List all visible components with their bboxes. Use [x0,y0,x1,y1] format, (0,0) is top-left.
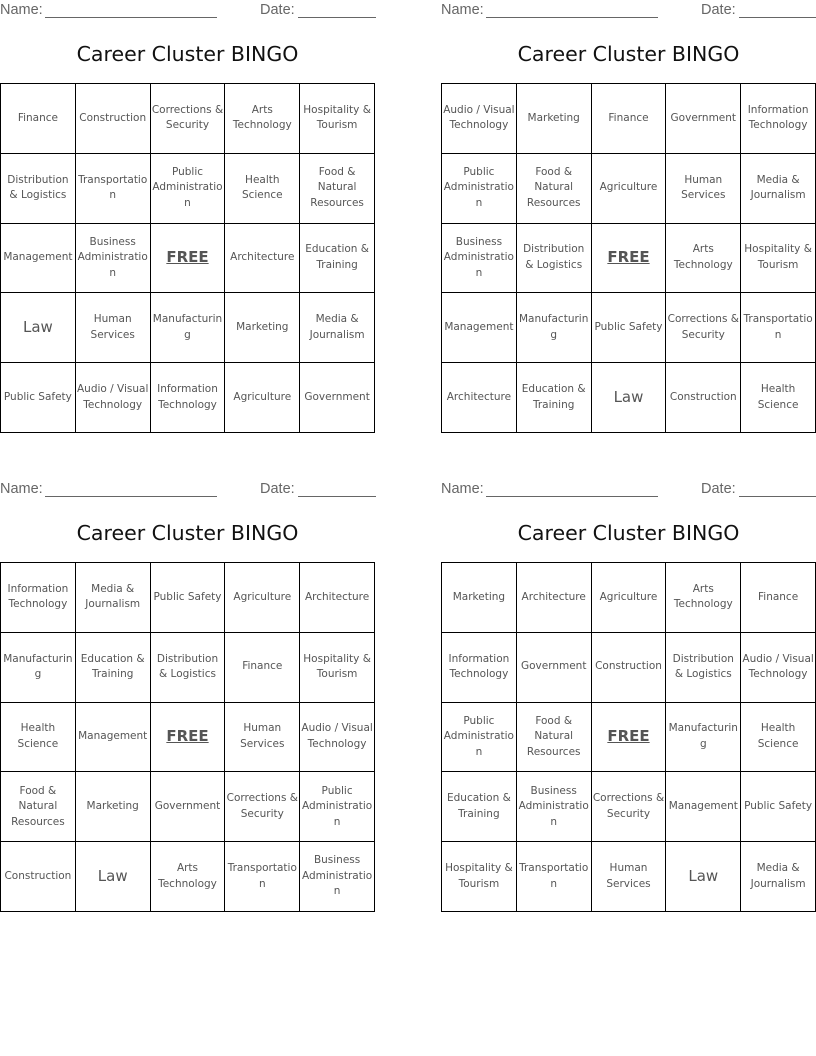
card-title: Career Cluster BINGO [517,521,740,545]
date-label: Date: [701,2,736,18]
bingo-cell: Information Technology [151,363,226,433]
bingo-cell: Management [76,703,151,773]
bingo-cell: Manufacturing [666,703,741,773]
bingo-cell: Information Technology [1,563,76,633]
bingo-cell: Food & Natural Resources [300,154,375,224]
bingo-cell: Food & Natural Resources [1,772,76,842]
bingo-cell: Education & Training [517,363,592,433]
bingo-cell: Public Administration [300,772,375,842]
bingo-cell: Finance [225,633,300,703]
name-blank-line [45,17,217,18]
bingo-grid [441,562,816,912]
bingo-cell: Food & Natural Resources [517,703,592,773]
bingo-cell: Construction [592,633,667,703]
date-blank-line [739,496,816,497]
date-label: Date: [260,2,295,18]
bingo-cell: Food & Natural Resources [517,154,592,224]
bingo-cell: Law [592,363,667,433]
free-space-cell: FREE [592,703,667,773]
bingo-cell: Media & Journalism [300,293,375,363]
bingo-cell: Architecture [442,363,517,433]
bingo-cell: Transportation [76,154,151,224]
bingo-cell: Public Administration [442,154,517,224]
bingo-cell: Agriculture [592,154,667,224]
bingo-cell: Government [300,363,375,433]
date-blank-line [739,17,816,18]
bingo-cell: Media & Journalism [741,154,816,224]
bingo-cell: Public Safety [1,363,76,433]
date-blank-line [298,496,376,497]
bingo-cell: Marketing [76,772,151,842]
bingo-cell: Distribution & Logistics [1,154,76,224]
bingo-cell: Public Safety [592,293,667,363]
bingo-cell: Architecture [517,563,592,633]
bingo-cell: Public Safety [741,772,816,842]
bingo-cell: Agriculture [225,363,300,433]
bingo-cell: Architecture [300,563,375,633]
bingo-cell: Distribution & Logistics [517,224,592,294]
bingo-cell: Construction [1,842,76,912]
name-blank-line [486,17,658,18]
date-label: Date: [260,481,295,497]
bingo-cell: Audio / Visual Technology [442,84,517,154]
bingo-cell: Law [1,293,76,363]
bingo-cell: Finance [592,84,667,154]
bingo-cell: Education & Training [300,224,375,294]
bingo-cell: Business Administration [442,224,517,294]
free-space-cell: FREE [151,703,226,773]
bingo-cell: Management [442,293,517,363]
bingo-cell: Arts Technology [151,842,226,912]
bingo-cell: Management [1,224,76,294]
bingo-cell: Finance [741,563,816,633]
bingo-cell: Manufacturing [151,293,226,363]
bingo-cell: Law [666,842,741,912]
name-blank-line [486,496,658,497]
bingo-grid [441,83,816,433]
bingo-cell: Education & Training [442,772,517,842]
bingo-cell: Corrections & Security [225,772,300,842]
bingo-cell: Media & Journalism [76,563,151,633]
bingo-cell: Business Administration [517,772,592,842]
bingo-cell: Manufacturing [1,633,76,703]
date-blank-line [298,17,376,18]
bingo-cell: Architecture [225,224,300,294]
name-blank-line [45,496,217,497]
bingo-cell: Agriculture [225,563,300,633]
bingo-grid [0,562,375,912]
bingo-card [0,479,375,914]
bingo-cell: Transportation [225,842,300,912]
bingo-cell: Corrections & Security [666,293,741,363]
bingo-cell: Health Science [741,363,816,433]
bingo-card [0,0,375,435]
card-title: Career Cluster BINGO [76,42,299,66]
card-title: Career Cluster BINGO [517,42,740,66]
bingo-cell: Corrections & Security [592,772,667,842]
bingo-card [441,479,816,914]
bingo-cell: Hospitality & Tourism [741,224,816,294]
bingo-cell: Marketing [517,84,592,154]
bingo-cell: Marketing [442,563,517,633]
bingo-cell: Health Science [225,154,300,224]
bingo-cell: Construction [666,363,741,433]
bingo-cell: Business Administration [300,842,375,912]
card-title: Career Cluster BINGO [76,521,299,545]
bingo-cell: Human Services [666,154,741,224]
bingo-cell: Education & Training [76,633,151,703]
free-space-cell: FREE [151,224,226,294]
bingo-cell: Information Technology [442,633,517,703]
bingo-cell: Public Safety [151,563,226,633]
bingo-cell: Human Services [76,293,151,363]
bingo-cell: Information Technology [741,84,816,154]
bingo-cell: Arts Technology [666,224,741,294]
bingo-cell: Distribution & Logistics [151,633,226,703]
date-label: Date: [701,481,736,497]
bingo-cell: Business Administration [76,224,151,294]
name-label: Name: [0,2,43,18]
bingo-cell: Hospitality & Tourism [300,633,375,703]
name-label: Name: [0,481,43,497]
bingo-cell: Transportation [741,293,816,363]
bingo-cell: Hospitality & Tourism [442,842,517,912]
bingo-cell: Health Science [1,703,76,773]
name-date-row [0,481,375,499]
name-label: Name: [441,2,484,18]
name-label: Name: [441,481,484,497]
bingo-cell: Construction [76,84,151,154]
bingo-cell: Government [517,633,592,703]
name-date-row [0,2,375,20]
bingo-cell: Audio / Visual Technology [300,703,375,773]
name-date-row [441,481,816,499]
bingo-cell: Marketing [225,293,300,363]
bingo-cell: Media & Journalism [741,842,816,912]
bingo-cell: Audio / Visual Technology [76,363,151,433]
bingo-cell: Human Services [592,842,667,912]
bingo-cell: Manufacturing [517,293,592,363]
free-space-cell: FREE [592,224,667,294]
bingo-cell: Public Administration [151,154,226,224]
bingo-cell: Human Services [225,703,300,773]
bingo-cell: Audio / Visual Technology [741,633,816,703]
bingo-cell: Corrections & Security [151,84,226,154]
bingo-cell: Management [666,772,741,842]
bingo-cell: Finance [1,84,76,154]
bingo-cell: Health Science [741,703,816,773]
bingo-cell: Distribution & Logistics [666,633,741,703]
bingo-cell: Law [76,842,151,912]
bingo-grid [0,83,375,433]
bingo-cell: Agriculture [592,563,667,633]
bingo-cell: Arts Technology [666,563,741,633]
bingo-cell: Arts Technology [225,84,300,154]
bingo-cell: Transportation [517,842,592,912]
bingo-cell: Government [666,84,741,154]
name-date-row [441,2,816,20]
bingo-cell: Government [151,772,226,842]
bingo-card [441,0,816,435]
bingo-cell: Hospitality & Tourism [300,84,375,154]
bingo-cell: Public Administration [442,703,517,773]
